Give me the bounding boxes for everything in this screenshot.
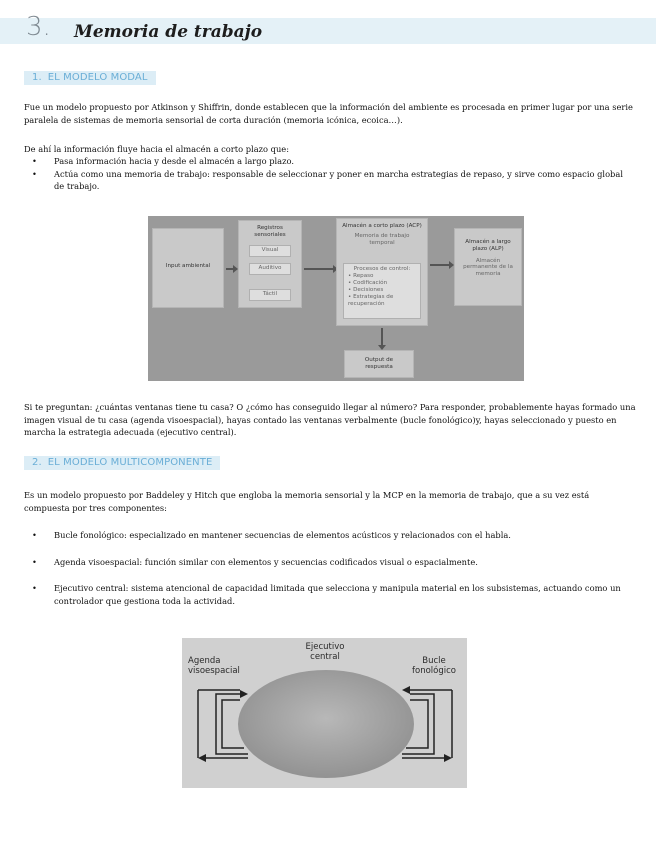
output-box <box>344 350 414 378</box>
section-title: EL MODELO MODAL <box>47 72 148 83</box>
right-arrowhead-top <box>402 686 410 694</box>
short-term-store-box <box>336 218 428 326</box>
output-label: Output de respuesta <box>364 357 394 370</box>
section-heading-modal <box>24 71 156 85</box>
section-number: 1. <box>32 72 42 83</box>
modal-model-diagram <box>148 216 524 381</box>
arrow <box>226 268 234 270</box>
list-item: • Actúa como una memoria de trabajo: responsable de seleccionar y poner en marcha estrategias de repaso, y sirve como espacio global de trabajo. <box>30 168 630 193</box>
sensory-registers-box <box>238 220 302 308</box>
list-item: • Bucle fonológico: especializado en mantener secuencias de elementos acústicos y relacionados con el habla. <box>30 529 630 542</box>
sensory-item-tactile: Táctil <box>249 289 291 301</box>
control-processes-box <box>343 263 421 319</box>
chapter-title: Memoria de trabajo <box>74 22 263 42</box>
control-title: Procesos de control: <box>353 266 411 272</box>
stm-subtitle: Memoria de trabajo temporal <box>354 232 410 246</box>
sensory-item-visual: Visual <box>249 245 291 257</box>
bullet-list-multicomponent <box>30 529 630 607</box>
left-arrowhead-top <box>240 690 248 698</box>
right-arrowhead-bottom <box>444 754 452 762</box>
input-box <box>152 228 224 308</box>
section-title: EL MODELO MULTICOMPONENTE <box>47 457 213 468</box>
visuospatial-sketchpad-label: Agenda visoespacial <box>188 656 240 676</box>
paragraph-intro-multicomponent: Es un modelo propuesto por Baddeley y Hitch que engloba la memoria sensorial y la MCP en la memoria de trabajo, que a su vez está compuesta por tres componentes: <box>24 490 590 513</box>
stm-title: Almacén a corto plazo (ACP) <box>342 223 422 229</box>
section-number: 2. <box>32 457 42 468</box>
left-arrowhead-bottom <box>198 754 206 762</box>
control-item: • Codificación <box>348 280 388 286</box>
section-heading-multicomponent <box>24 456 220 470</box>
arrow <box>430 264 450 266</box>
list-item: • Ejecutivo central: sistema atencional de capacidad limitada que selecciona y manipula material en los subsistemas, actuando como un controlador que gestiona toda la actividad. <box>30 582 630 607</box>
list-item: • Agenda visoespacial: función similar con elementos y secuencias codificados visual o espacialmente. <box>30 556 630 569</box>
arrow <box>381 328 383 346</box>
ltm-title: Almacén a largo plazo (ALP) <box>465 239 511 252</box>
control-item: • Decisiones <box>348 287 384 293</box>
long-term-store-box <box>454 228 522 306</box>
control-item: • Estrategias de recuperación <box>348 294 394 307</box>
ltm-subtitle: Almacén permanente de la memoria <box>463 257 513 278</box>
list-item: • Pasa información hacia y desde el almacén a largo plazo. <box>30 155 630 168</box>
central-executive-ellipse <box>238 670 414 778</box>
central-executive-label: Ejecutivo central <box>305 642 345 662</box>
sensory-item-auditory: Auditivo <box>249 263 291 275</box>
paragraph-intro-modal: Fue un modelo propuesto por Atkinson y Shiffrin, donde establecen que la información del ambiente es procesada en primer lugar por una serie paralela de sistemas de memoria sensorial de corta duración (memoria icónica, ecoica…). <box>24 102 633 125</box>
bullet-list-modal <box>30 155 630 193</box>
sensory-title: Registros sensoriales <box>254 225 286 238</box>
chapter-number: 3. <box>26 12 51 42</box>
multicomponent-model-diagram <box>182 638 467 788</box>
control-item: • Repaso <box>348 273 374 279</box>
phonological-loop-label: Bucle fonológico <box>412 656 456 676</box>
arrow <box>304 268 334 270</box>
paragraph-lead: De ahí la información fluye hacia el almacén a corto plazo que: <box>24 144 290 154</box>
input-label: Input ambiental <box>165 263 211 269</box>
paragraph-question: Si te preguntan: ¿cuántas ventanas tiene tu casa? O ¿cómo has conseguido llegar al número? Para responder, probablemente hayas formado una imagen visual de tu casa (agenda visoespacial), hayas contado las ventanas verbalmente (bucle fonológico)y, hayas seleccionado y puesto en marcha la estrategia adecuada (ejecutivo central). <box>24 402 636 437</box>
